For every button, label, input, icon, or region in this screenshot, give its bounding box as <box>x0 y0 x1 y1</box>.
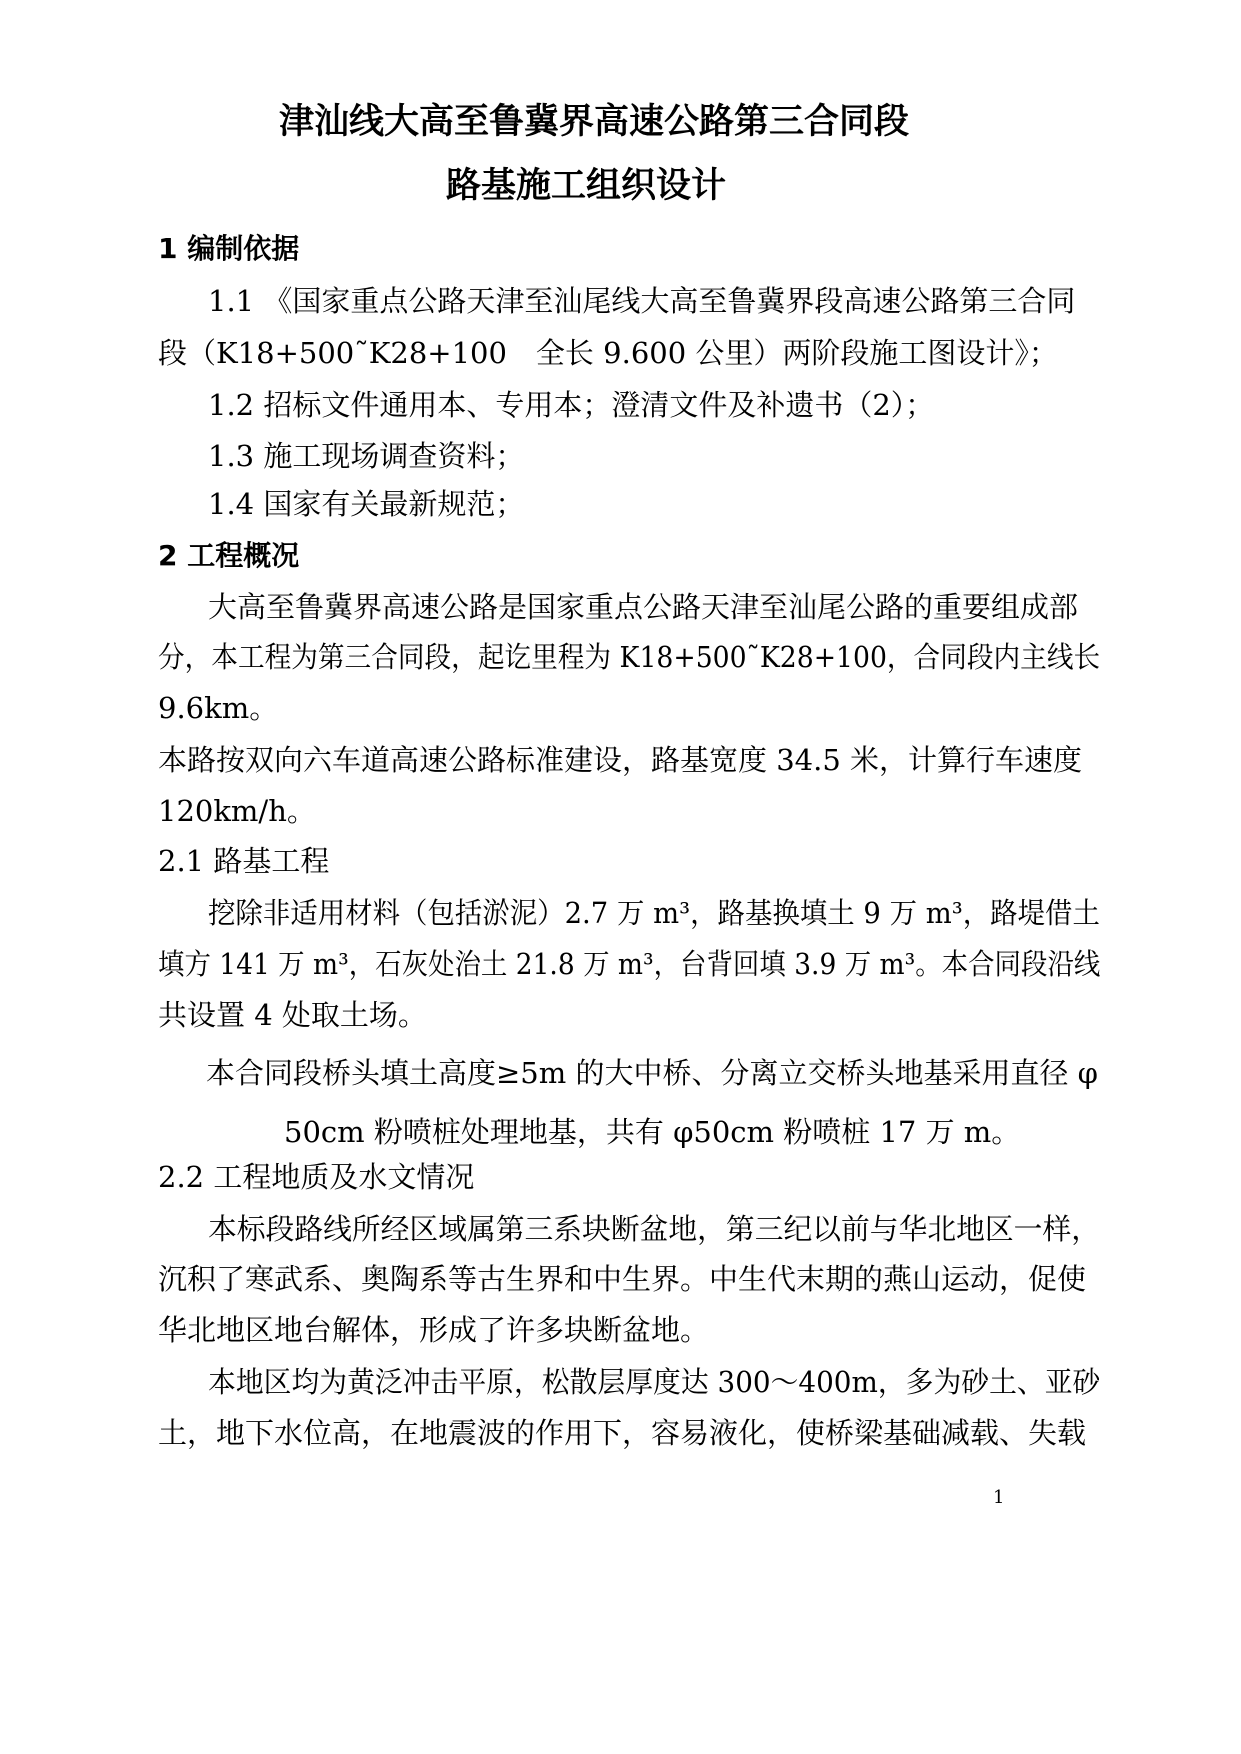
basis-item-1-3: 1.3 施工现场调查资料； <box>208 439 525 473</box>
basis-item-1-2: 1.2 招标文件通用本、专用本；澄清文件及补遗书（2）； <box>208 388 935 422</box>
overview-para1-line2: 分，本工程为第三合同段，起讫里程为 K18+500˜K28+100，合同段内主线长 <box>158 640 1101 674</box>
overview-para1-line3: 9.6km。 <box>158 691 279 725</box>
section-2-heading: 2 工程概况 <box>158 539 300 572</box>
document-title-line2: 路基施工组织设计 <box>446 166 727 206</box>
basis-item-1-4: 1.4 国家有关最新规范； <box>208 487 525 521</box>
overview-para2-line2: 120km/h。 <box>158 794 316 828</box>
overview-para1-line1: 大高至鲁冀界高速公路是国家重点公路天津至汕尾公路的重要组成部 <box>208 590 1079 624</box>
section-2-2-heading: 2.2 工程地质及水文情况 <box>158 1160 475 1194</box>
geology-para2-line2: 土，地下水位高，在地震波的作用下，容易液化，使桥梁基础减载、失载 <box>158 1416 1087 1450</box>
page-number: 1 <box>993 1487 1005 1508</box>
geology-para1-line1: 本标段路线所经区域属第三系块断盆地，第三纪以前与华北地区一样， <box>208 1212 1101 1246</box>
geology-para1-line3: 华北地区地台解体，形成了许多块断盆地。 <box>158 1313 710 1347</box>
geology-para2-line1: 本地区均为黄泛冲击平原，松散层厚度达 300～400m，多为砂土、亚砂 <box>208 1365 1101 1399</box>
subgrade-para2-line2: 50cm 粉喷桩处理地基，共有 φ50cm 粉喷桩 17 万 m。 <box>284 1115 1021 1149</box>
overview-para2-line1: 本路按双向六车道高速公路标准建设，路基宽度 34.5 米，计算行车速度 <box>158 743 1083 777</box>
geology-para1-line2: 沉积了寒武系、奥陶系等古生界和中生界。中生代末期的燕山运动，促使 <box>158 1262 1087 1296</box>
basis-item-1-1-cont: 段（K18+500˜K28+100 全长 9.600 公里）两阶段施工图设计》； <box>158 336 1058 370</box>
subgrade-para1-line1: 挖除非适用材料（包括淤泥）2.7 万 m³，路基换填土 9 万 m³，路堤借土 <box>208 896 1100 930</box>
section-1-heading: 1 编制依据 <box>158 232 300 265</box>
subgrade-para1-line2: 填方 141 万 m³，石灰处治土 21.8 万 m³，台背回填 3.9 万 m³。本合同段沿线 <box>158 947 1101 981</box>
subgrade-para2-line1: 本合同段桥头填土高度≥5m 的大中桥、分离立交桥头地基采用直径 φ <box>206 1056 1098 1090</box>
section-2-1-heading: 2.1 路基工程 <box>158 844 330 878</box>
basis-item-1-1: 1.1 《国家重点公路天津至汕尾线大高至鲁冀界段高速公路第三合同 <box>208 284 1076 318</box>
document-title-line1: 津汕线大高至鲁冀界高速公路第三合同段 <box>279 102 910 142</box>
subgrade-para1-line3: 共设置 4 处取土场。 <box>158 998 427 1032</box>
